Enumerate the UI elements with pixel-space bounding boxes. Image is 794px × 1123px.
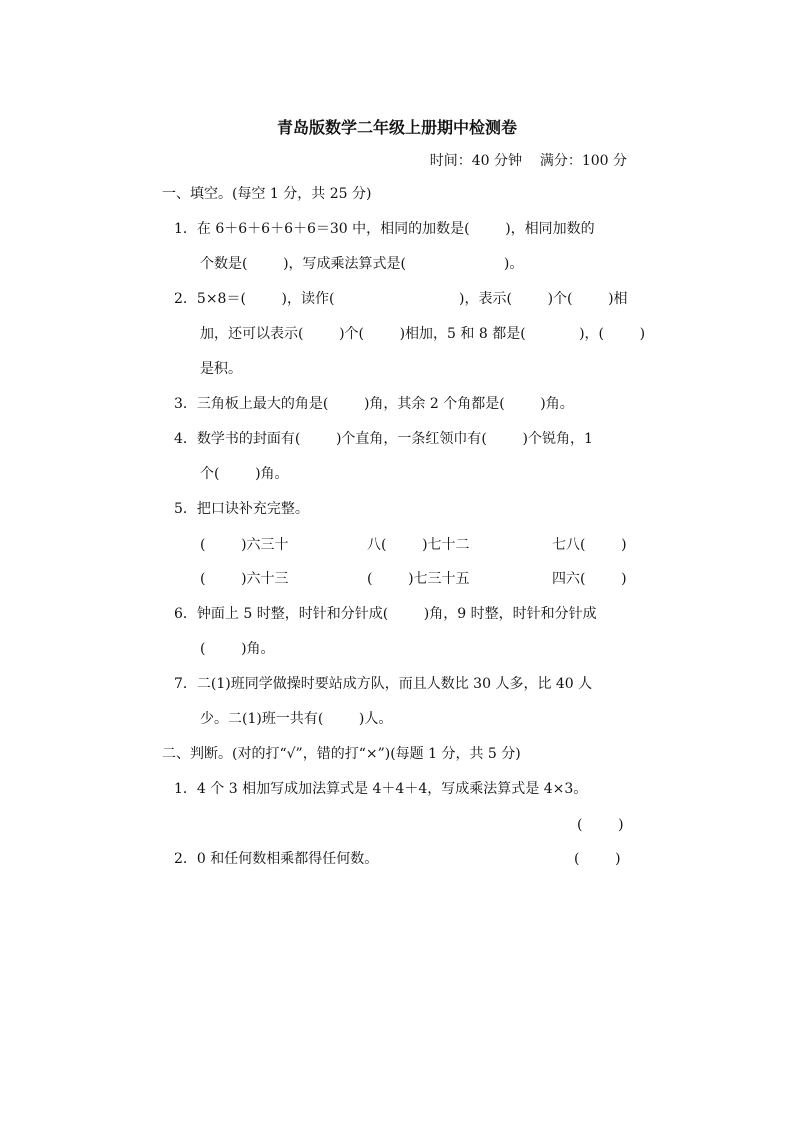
q7-line-2: 少。二(1)班一共有( )人。 <box>200 711 393 727</box>
q4-line-2: 个( )角。 <box>200 466 289 482</box>
judge-q1: 1．4 个 3 相加写成加法算式是 4＋4＋4，写成乘法算式是 4×3。 <box>174 781 588 797</box>
q5-item-3: 七八( ) <box>552 537 627 553</box>
page-title: 青岛版数学二年级上册期中检测卷 <box>276 118 517 137</box>
q5-item-2: 八( )七十二 <box>367 537 470 553</box>
q2-line-2: 加，还可以表示( )个( )相加，5 和 8 都是( )，( ) <box>200 326 646 342</box>
q1-line-1: 1．在 6＋6＋6＋6＋6＝30 中，相同的加数是( )，相同加数的 <box>174 221 595 237</box>
q5-line: 5．把口诀补充完整。 <box>174 501 309 517</box>
judge-q2-answer-box[interactable]: ( ) <box>574 851 621 867</box>
q5-item-1: ( )六三十 <box>200 537 289 553</box>
section-2-title: 二、判断。(对的打“√”，错的打“×”)(每题 1 分，共 5 分) <box>162 746 521 762</box>
q7-line-1: 7．二(1)班同学做操时要站成方队，而且人数比 30 人多，比 40 人 <box>174 676 593 692</box>
judge-q2: 2．0 和任何数相乘都得任何数。 <box>174 851 379 867</box>
judge-q1-answer-box[interactable]: ( ) <box>577 817 624 833</box>
q5-item-5: ( )七三十五 <box>367 571 470 587</box>
q5-item-4: ( )六十三 <box>200 571 289 587</box>
q6-line-2: ( )角。 <box>200 641 275 657</box>
q2-line-1: 2．5×8＝( )，读作( )，表示( )个( )相 <box>174 291 628 307</box>
q2-line-3: 是积。 <box>200 361 242 377</box>
q6-line-1: 6．钟面上 5 时整，时针和分针成( )角，9 时整，时针和分针成 <box>174 606 597 622</box>
section-1-title: 一、填空。(每空 1 分，共 25 分) <box>162 186 372 202</box>
exam-meta: 时间：40 分钟 满分：100 分 <box>429 153 627 169</box>
q3-line: 3．三角板上最大的角是( )角，其余 2 个角都是( )角。 <box>174 396 574 412</box>
q4-line-1: 4．数学书的封面有( )个直角，一条红领巾有( )个锐角，1 <box>174 431 593 447</box>
q1-line-2: 个数是( )，写成乘法算式是( )。 <box>200 256 524 272</box>
q5-item-6: 四六( ) <box>552 571 627 587</box>
